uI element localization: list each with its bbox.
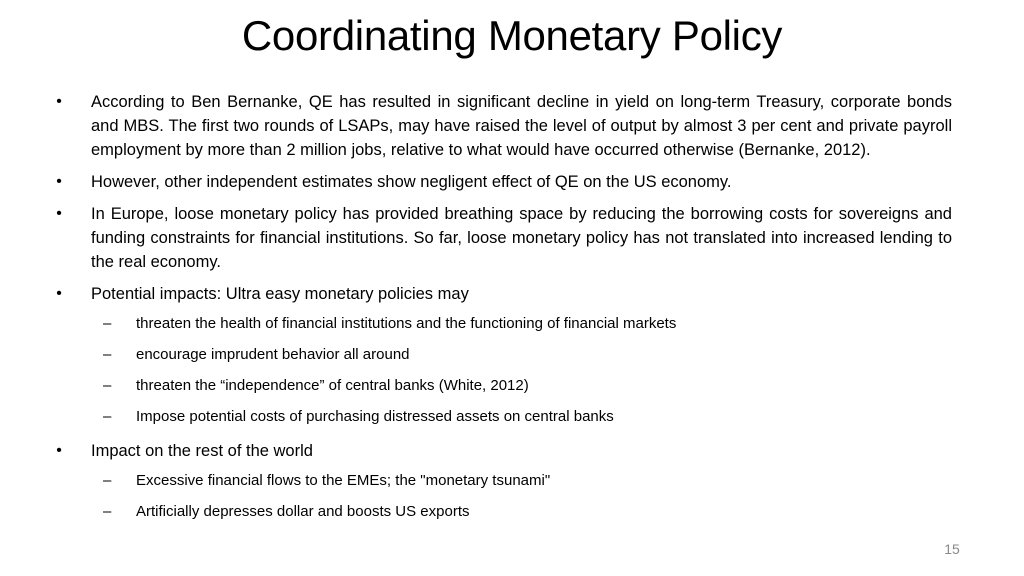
bullet-marker: • — [56, 173, 62, 190]
sub-bullet-text: Excessive financial flows to the EMEs; the "monetary tsunami" — [136, 472, 551, 489]
sub-bullet-text: threaten the “independence” of central banks (White, 2012) — [136, 377, 529, 394]
bullet-item — [52, 282, 952, 306]
bullet-marker: • — [56, 205, 62, 222]
bullet-item — [52, 439, 952, 463]
sub-bullet-marker: – — [103, 472, 112, 489]
bullet-item — [52, 170, 952, 194]
sub-bullet-text: threaten the health of financial institutions and the functioning of financial markets — [136, 315, 677, 332]
sub-bullet-marker: – — [103, 503, 112, 520]
bullet-text: However, other independent estimates show negligent effect of QE on the US economy. — [91, 173, 732, 191]
sub-bullet-marker: – — [103, 408, 112, 425]
bullet-marker: • — [56, 285, 62, 302]
sub-bullet-item — [52, 345, 952, 365]
slide-title: Coordinating Monetary Policy — [241, 12, 783, 59]
sub-bullet-text: Artificially depresses dollar and boosts US exports — [136, 503, 470, 520]
sub-bullet-marker: – — [103, 377, 112, 394]
sub-bullet-item — [52, 314, 952, 334]
slide-content — [52, 90, 952, 533]
sub-bullet-marker: – — [103, 315, 112, 332]
sub-bullet-item — [52, 471, 952, 491]
page-number: 15 — [944, 541, 960, 557]
sub-bullet-item — [52, 407, 952, 427]
sub-bullet-text: Impose potential costs of purchasing distressed assets on central banks — [136, 408, 614, 425]
sub-bullet-item — [52, 502, 952, 522]
bullet-marker: • — [56, 93, 62, 110]
bullet-text: Impact on the rest of the world — [91, 442, 313, 460]
bullet-marker: • — [56, 442, 62, 459]
bullet-text: Potential impacts: Ultra easy monetary policies may — [91, 285, 469, 303]
bullet-item — [52, 90, 952, 162]
bullet-text: In Europe, loose monetary policy has provided breathing space by reducing the borrowing costs for sovereigns and funding constraints for financial institutions. So far, loose monetary policy has not translated into increased lending to the real economy. — [91, 205, 952, 271]
bullet-item — [52, 202, 952, 274]
bullet-text: According to Ben Bernanke, QE has resulted in significant decline in yield on long-term Treasury, corporate bonds and MBS. The first two rounds of LSAPs, may have raised the level of output by almost 3 per cent and private payroll employment by more than 2 million jobs, relative to what would have occurred otherwise (Bernanke, 2012). — [91, 93, 952, 159]
sub-bullet-marker: – — [103, 346, 112, 363]
sub-bullet-text: encourage imprudent behavior all around — [136, 346, 410, 363]
sub-bullet-item — [52, 376, 952, 396]
